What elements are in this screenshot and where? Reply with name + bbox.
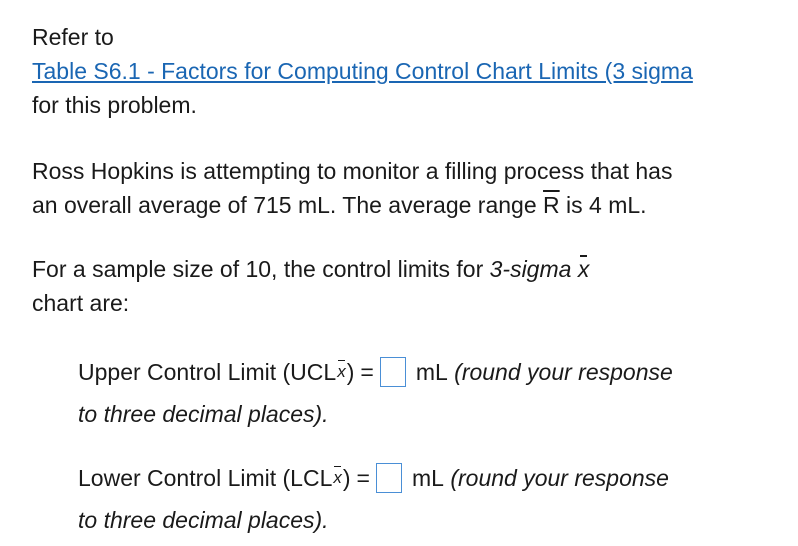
problem-content xyxy=(32,20,798,540)
prompt-statement xyxy=(32,252,798,320)
problem-line-2: an overall average of 715 mL. The average range $\overline{R}$ is 4 mL. xyxy=(32,192,647,218)
lcl-hint: (round your response xyxy=(450,465,669,491)
ucl-hint: (round your response xyxy=(454,359,673,385)
lcl-input[interactable] xyxy=(376,463,402,493)
lcl-hint-continuation: to three decimal places). xyxy=(78,507,329,533)
ucl-equals: = xyxy=(360,359,374,385)
ucl-label: Upper Control Limit (UCL xyxy=(78,359,337,385)
answer-section xyxy=(78,350,798,540)
refer-to-text: Refer to xyxy=(32,24,114,50)
ucl-unit: mL xyxy=(415,359,448,385)
lcl-subscript-x-bar: x xyxy=(333,456,342,500)
lcl-equals: = xyxy=(356,465,370,491)
ucl-input[interactable] xyxy=(380,357,406,387)
table-s6-1-link[interactable]: Table S6.1 - Factors for Computing Control Chart Limits (3 sigma xyxy=(32,58,693,84)
ucl-row: Upper Control Limit (UCL x ) = mL (round your response xyxy=(78,350,798,394)
problem-line-1: Ross Hopkins is attempting to monitor a filling process that has xyxy=(32,158,673,184)
problem-statement xyxy=(32,154,798,222)
for-problem-text: for this problem. xyxy=(32,92,197,118)
lcl-label: Lower Control Limit (LCL xyxy=(78,465,333,491)
r-bar-symbol: $\overline{R}$ xyxy=(543,192,560,218)
prompt-line-1: For a sample size of 10, the control limits for 3-sigma x xyxy=(32,252,798,286)
lcl-unit: mL xyxy=(411,465,444,491)
x-bar-symbol: x xyxy=(578,252,590,286)
prompt-line-2: chart are: xyxy=(32,290,130,316)
lcl-row: Lower Control Limit (LCL x ) = mL (round your response xyxy=(78,456,798,500)
ucl-hint-continuation: to three decimal places). xyxy=(78,401,329,427)
ucl-subscript-x-bar: x xyxy=(337,350,346,394)
sigma-text: 3-sigma xyxy=(489,256,572,282)
